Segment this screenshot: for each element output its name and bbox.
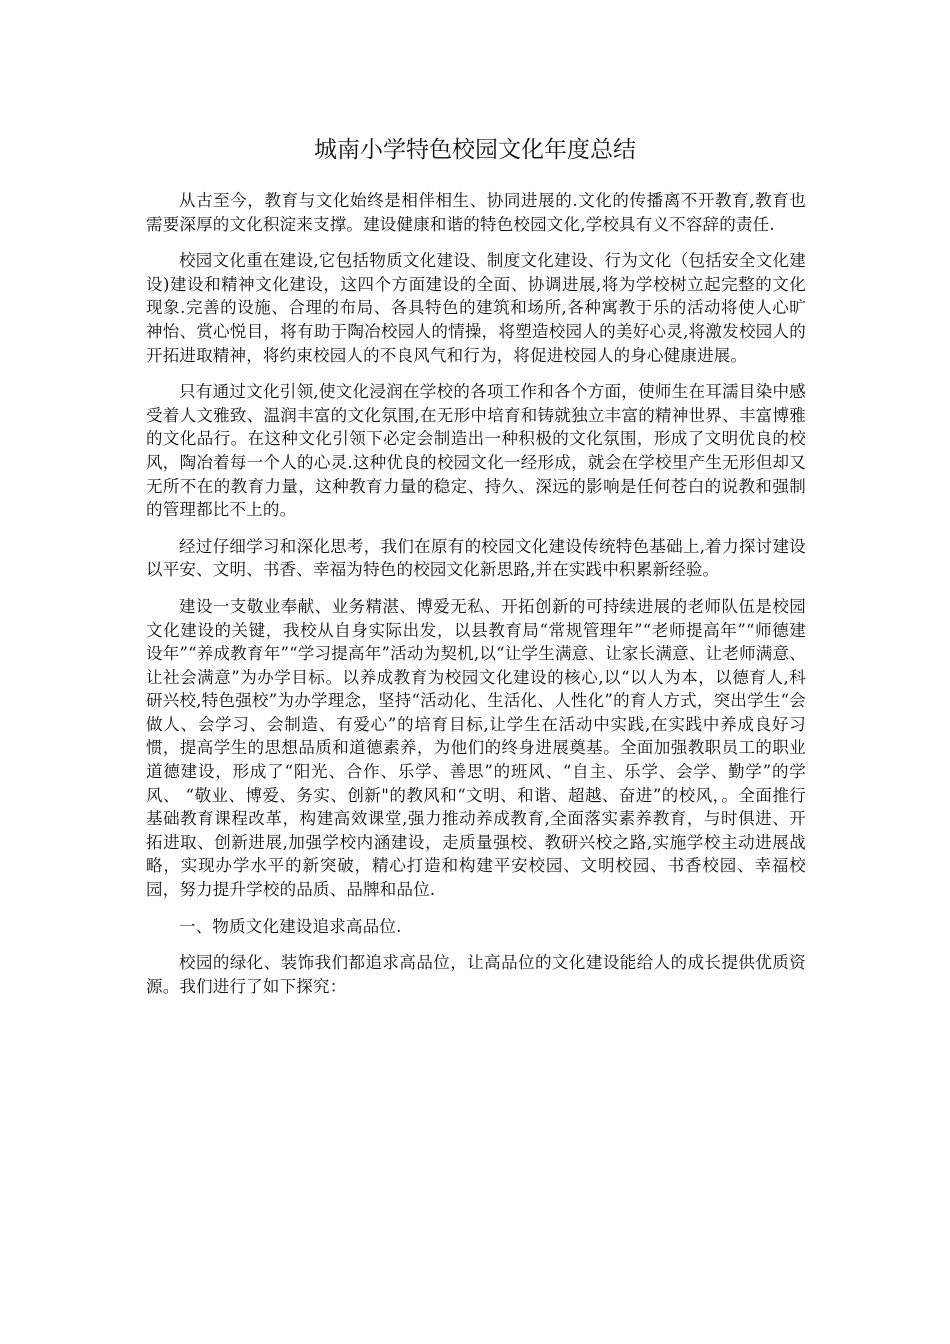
paragraph-teacher-team: 建设一支敬业奉献、业务精湛、博爱无私、开拓创新的可持续进展的老师队伍是校园文化建设的关键，我校从自身实际出发，以县教育局“常规管理年”“老师提高年”“师德建设年”“养成教育年”“学习提高年”活动为契机,以“让学生满意、让家长满意、让老师满意、让社会满意”为办学目标。以养成教育为校园文化建设的核心,以“以人为本，以德育人,科研兴校,特色强校”为办学理念，坚持“活动化、生活化、人性化”的育人方式，突出学生“会做人、会学习、会制造、有爱心”的培育目标,让学生在活动中实践,在实践中养成良好习惯，提高学生的思想品质和道德素养，为他们的终身进展奠基。全面加强教职员工的职业道德建设，形成了“阳光、合作、乐学、善思”的班风、“自主、乐学、会学、勤学”的学风、 “敬业、博爱、务实、创新"的教风和“文明、和谐、超越、奋进”的校风，。全面推行基础教育课程改革，构建高效课堂,强力推动养成教育,全面落实素养教育，与时俱进、开拓进取、创新进展,加强学校内涵建设，走质量强校、教研兴校之路,实施学校主动进展战略，实现办学水平的新突破，精心打造和构建平安校园、文明校园、书香校园、幸福校园，努力提升学校的品质、品牌和品位. (146, 596, 806, 900)
paragraph-study-and-thinking: 经过仔细学习和深化思考，我们在原有的校园文化建设传统特色基础上,着力探讨建设以平安、文明、书香、幸福为特色的校园文化新思路,并在实践中积累新经验。 (146, 536, 806, 580)
document-body (146, 189, 806, 1011)
paragraph-campus-culture-construction: 校园文化重在建设,它包括物质文化建设、制度文化建设、行为文化（包括安全文化建设)建设和精神文化建设，这四个方面建设的全面、协调进展,将为学校树立起完整的文化现象.完善的设施、合理的布局、各具特色的建筑和场所,各种寓教于乐的活动将使人心旷神怡、赏心悦目，将有助于陶冶校园人的情操，将塑造校园人的美好心灵,将激发校园人的开拓进取精神，将约束校园人的不良风气和行为，将促进校园人的身心健康进展。 (146, 251, 806, 365)
paragraph-culture-guidance: 只有通过文化引领,使文化浸润在学校的各项工作和各个方面，使师生在耳濡目染中感受着人文雅致、温润丰富的文化氛围,在无形中培育和铸就独立丰富的精神世界、丰富博雅的文化品行。在这种文化引领下必定会制造出一种积极的文化氛围，形成了文明优良的校风，陶冶着每一个人的心灵.这种优良的校园文化一经形成，就会在学校里产生无形但却又无所不在的教育力量，这种教育力量的稳定、持久、深远的影响是任何苍白的说教和强制的管理都比不上的。 (146, 382, 806, 520)
paragraph-intro: 从古至今，教育与文化始终是相伴相生、协同进展的.文化的传播离不开教育,教育也需要深厚的文化积淀来支撑。建设健康和谐的特色校园文化,学校具有义不容辞的责任. (146, 191, 806, 234)
section-heading-material-culture: 一、物质文化建设追求高品位. (179, 916, 402, 936)
document-title: 城南小学特色校园文化年度总结 (314, 137, 636, 163)
paragraph-greening-decoration: 校园的绿化、装饰我们都追求高品位，让高品位的文化建设能给人的成长提供优质资源。我们进行了如下探究： (146, 953, 806, 996)
